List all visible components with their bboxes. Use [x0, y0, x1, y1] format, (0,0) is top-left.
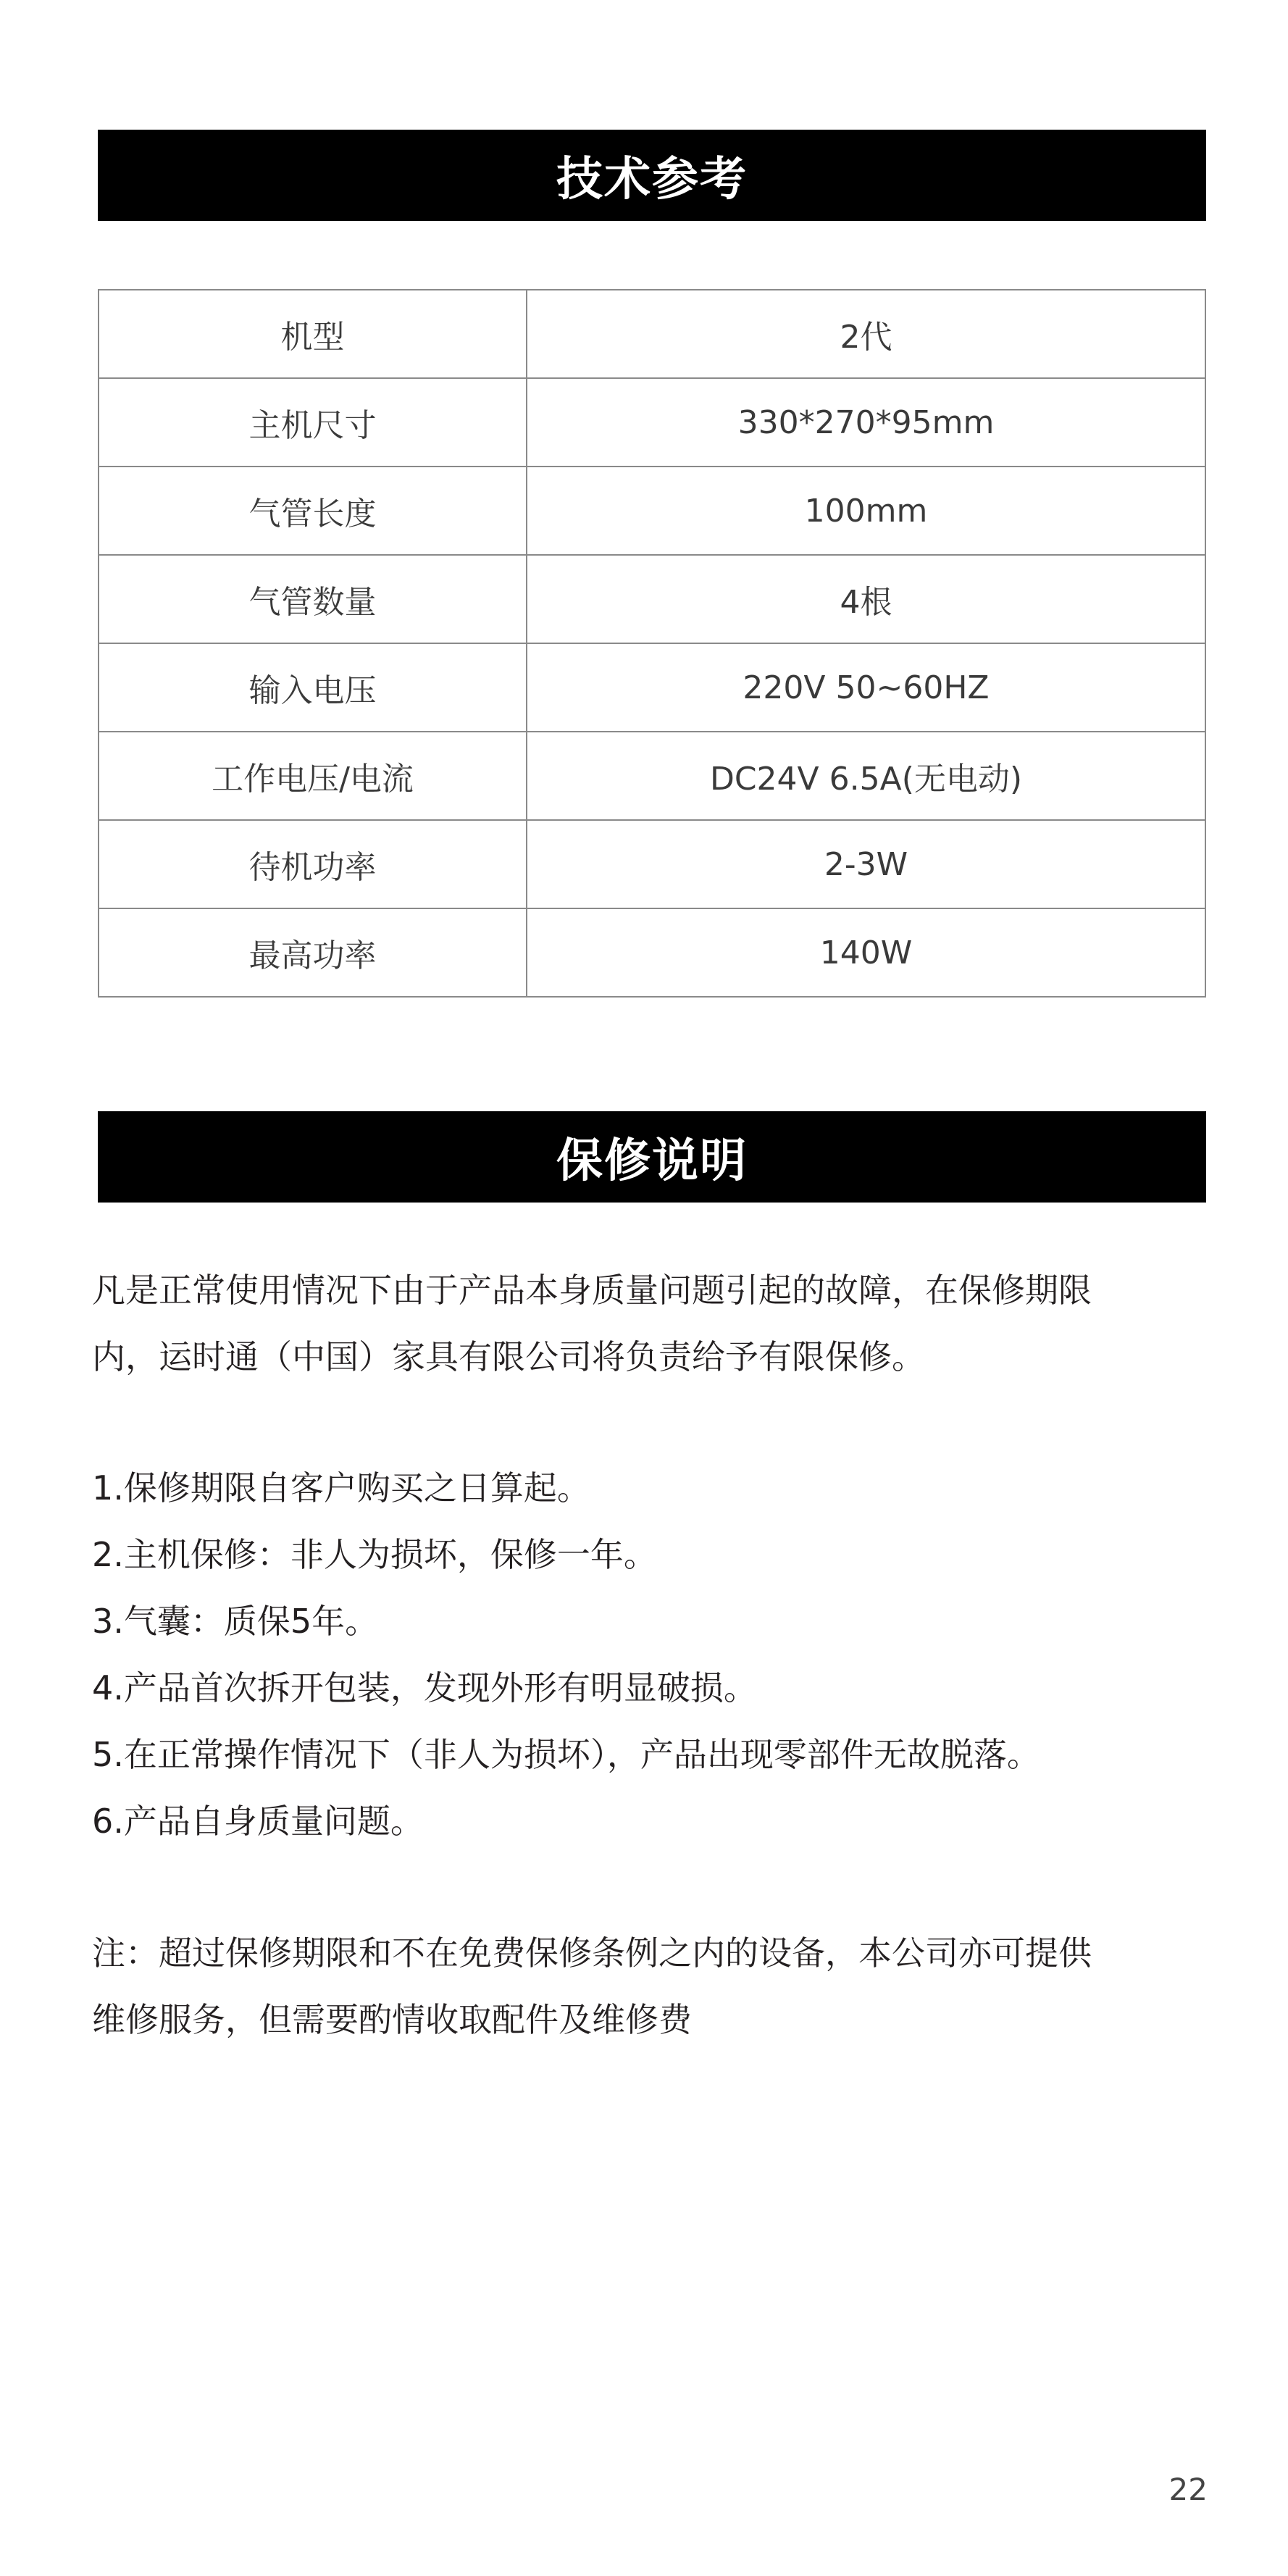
spec-value: 100mm: [527, 467, 1205, 555]
note-line: 维修服务，但需要酌情收取配件及维修费: [92, 2000, 692, 2039]
list-item: 6.产品自身质量问题。: [92, 1802, 424, 1841]
intro-line: 凡是正常使用情况下由于产品本身质量问题引起的故障，在保修期限: [92, 1271, 1092, 1310]
spec-label: 气管数量: [99, 555, 527, 643]
table-row: [99, 820, 1205, 908]
spec-label: 待机功率: [99, 820, 527, 908]
table-row: [99, 908, 1205, 997]
note-line: 注：超过保修期限和不在免费保修条例之内的设备，本公司亦可提供: [92, 1933, 1092, 1973]
table-row: [99, 555, 1205, 643]
warranty-note: [92, 1920, 1211, 2053]
list-item: 3.气囊：质保5年。: [92, 1602, 379, 1641]
list-item: 5.在正常操作情况下（非人为损坏），产品出现零部件无故脱落。: [92, 1735, 1040, 1774]
warranty-header: [98, 1111, 1206, 1203]
warranty-items: [92, 1455, 1211, 1854]
spec-value: 2-3W: [527, 820, 1205, 908]
spec-label: 工作电压/电流: [99, 732, 527, 820]
table-row: [99, 378, 1205, 467]
table-row: [99, 643, 1205, 732]
spec-value: 4根: [527, 555, 1205, 643]
spec-label: 机型: [99, 290, 527, 378]
spec-label: 气管长度: [99, 467, 527, 555]
spec-value: 330*270*95mm: [527, 378, 1205, 467]
tech-reference-title: 技术参考: [556, 153, 748, 206]
spec-value: 220V 50~60HZ: [527, 643, 1205, 732]
spec-value: DC24V 6.5A(无电动): [527, 732, 1205, 820]
page-number: 22: [1168, 2472, 1208, 2507]
warranty-title: 保修说明: [556, 1134, 748, 1188]
list-item: 2.主机保修：非人为损坏，保修一年。: [92, 1535, 657, 1574]
intro-line: 内，运时通（中国）家具有限公司将负责给予有限保修。: [92, 1337, 925, 1376]
tech-reference-header: [98, 130, 1206, 221]
spec-table: [98, 289, 1206, 998]
table-row: [99, 467, 1205, 555]
spec-value: 2代: [527, 290, 1205, 378]
spec-value: 140W: [527, 908, 1205, 997]
table-row: [99, 290, 1205, 378]
spec-label: 输入电压: [99, 643, 527, 732]
spec-label: 主机尺寸: [99, 378, 527, 467]
table-row: [99, 732, 1205, 820]
spec-label: 最高功率: [99, 908, 527, 997]
warranty-intro: [92, 1257, 1211, 1390]
list-item: 1.保修期限自客户购买之日算起。: [92, 1468, 590, 1507]
list-item: 4.产品首次拆开包装，发现外形有明显破损。: [92, 1668, 757, 1707]
